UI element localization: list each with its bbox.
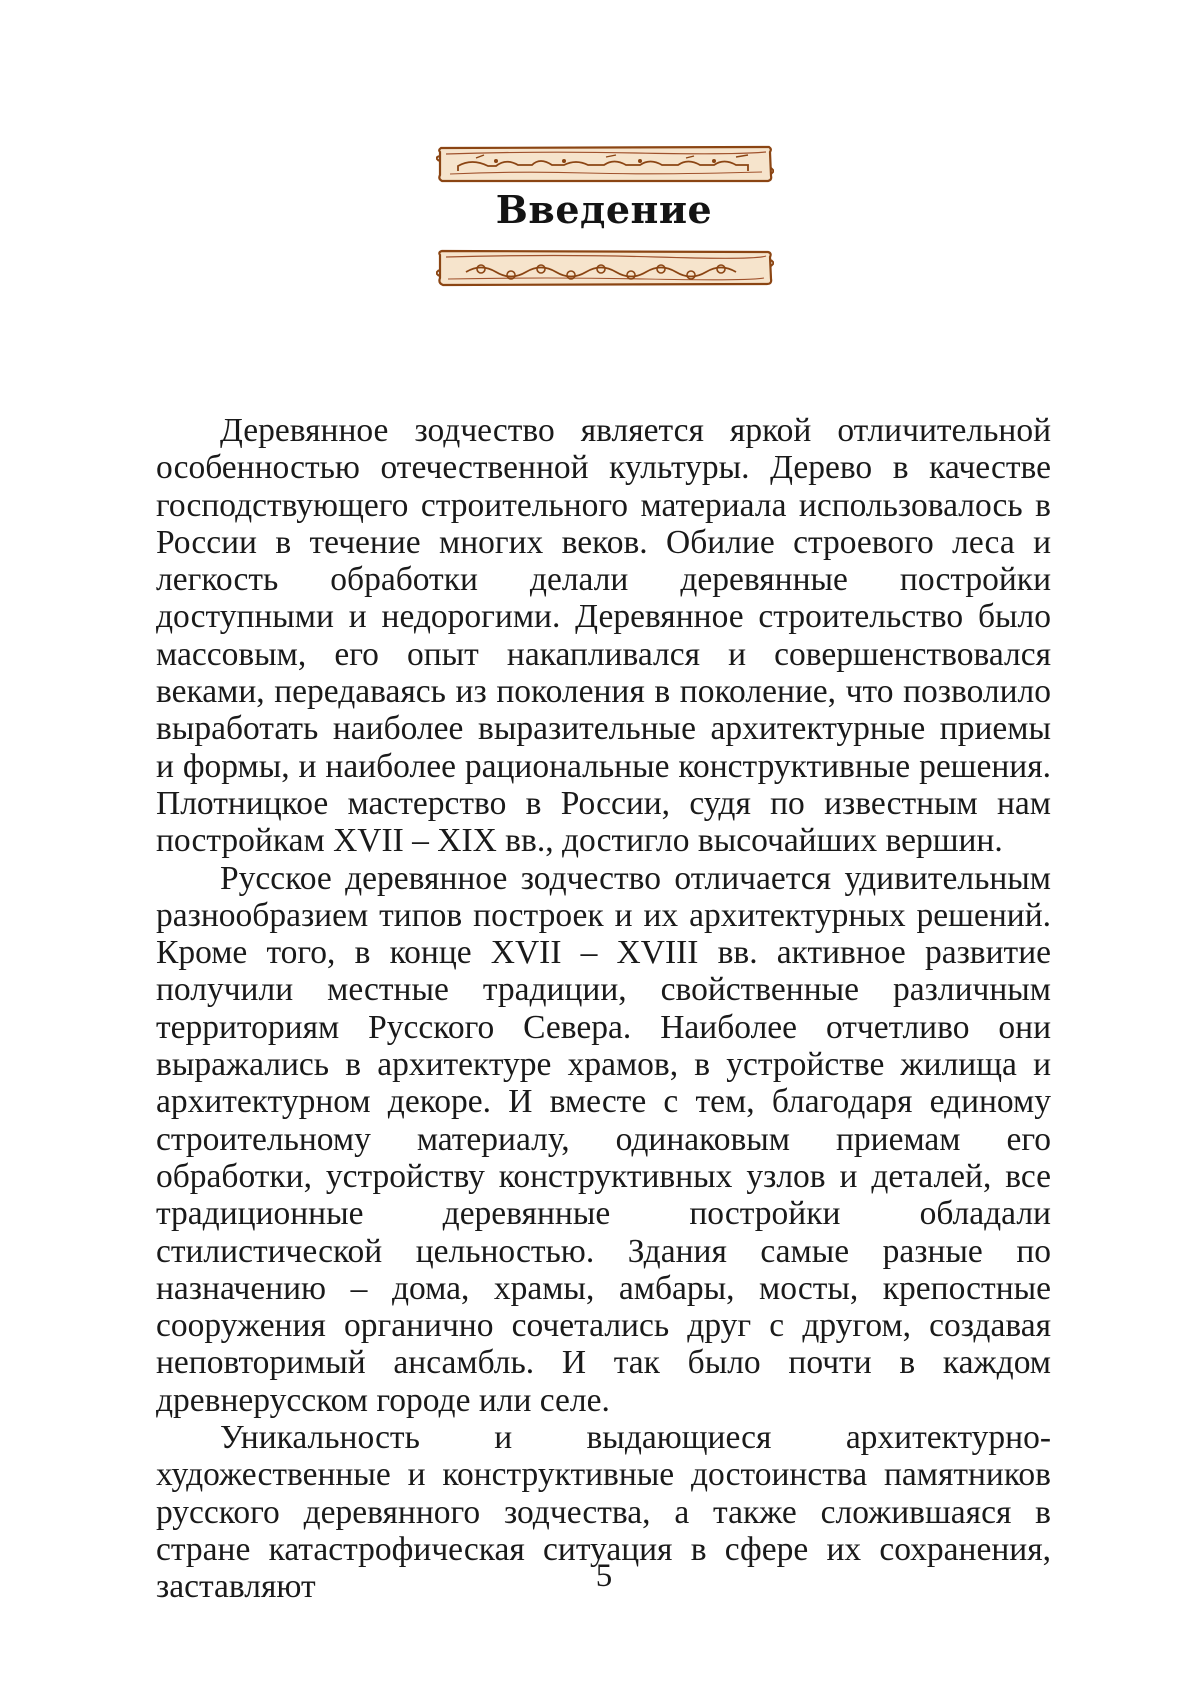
paragraph-1: Деревянное зодчество является яркой отличительной особенностью отечественной культуры. Дерево в качестве господствующего строительного материала использовалось в России в течение многих веков. Обилие строевого леса и легкость обработки делали деревянные постройки доступными и недорогими. Деревянное строительство было массовым, его опыт накапливался и совершенствовался веками, передаваясь из поколения в поколение, что позволило выработать наиболее выразительные архитектурные приемы и формы, и наиболее рациональные конструктивные решения. Плотницкое мастерство в России, судя по известным нам постройкам XVII – XIX вв., достигло высочайших вершин. <box>156 412 1051 860</box>
carved-plank-ornament-top-icon <box>436 144 774 184</box>
paragraph-3: Уникальность и выдающиеся архитектурно-художественные и конструктивные достоинства памятников русского деревянного зодчества, а также сложившаяся в стране катастрофическая ситуация в сфере их сохранения, заставляют <box>156 1419 1051 1606</box>
page-number: 5 <box>595 1558 613 1594</box>
page-title: Введение <box>495 187 713 232</box>
carved-plank-ornament-bottom-icon <box>436 248 774 288</box>
body-text <box>156 412 1051 1606</box>
paragraph-2: Русское деревянное зодчество отличается удивительным разнообразием типов построек и их архитектурных решений. Кроме того, в конце XVII – XVIII вв. активное развитие получили местные традиции, свойственные различным территориям Русского Севера. Наиболее отчетливо они выражались в архитектуре храмов, в устройстве жилища и архитектурном декоре. И вместе с тем, благодаря единому строительному материалу, одинаковым приемам его обработки, устройству конструктивных узлов и деталей, все традиционные деревянные постройки обладали стилистической цельностью. Здания самые разные по назначению – дома, храмы, амбары, мосты, крепостные сооружения органично сочетались друг с другом, создавая неповторимый ансамбль. И так было почти в каждом древнерусском городе или селе. <box>156 859 1051 1419</box>
